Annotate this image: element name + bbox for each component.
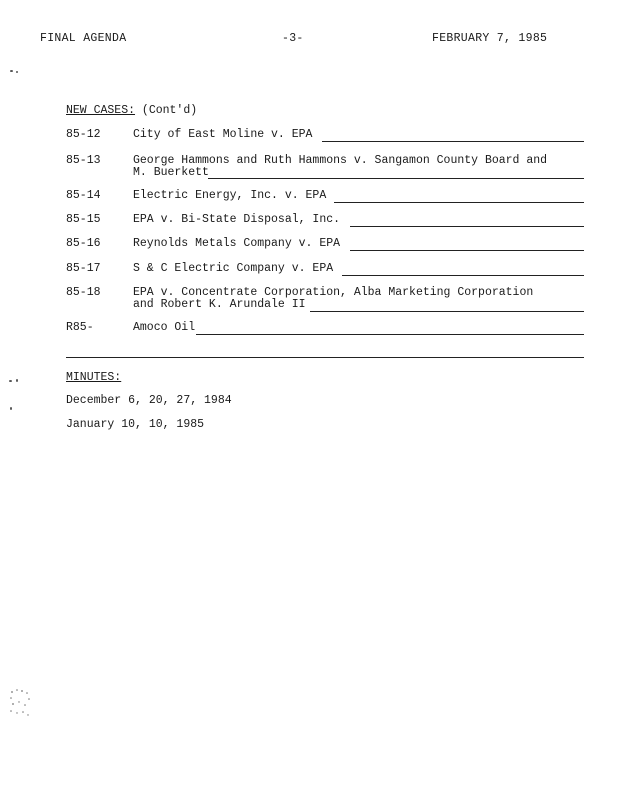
- scan-speck: [10, 407, 12, 410]
- case-title-continued: M. Buerkett: [133, 166, 209, 179]
- case-title: Amoco Oil: [133, 321, 196, 334]
- scanned-stamp-icon: [8, 688, 32, 718]
- scan-speck: [16, 71, 18, 73]
- case-title-continued: and Robert K. Arundale II: [133, 298, 306, 311]
- header-agenda-title: FINAL AGENDA: [40, 32, 127, 45]
- new-cases-title-suffix: (Cont'd): [141, 104, 198, 117]
- case-number: 85-18: [66, 286, 101, 299]
- minutes-date: December 6, 20, 27, 1984: [66, 394, 232, 407]
- case-number: 85-16: [66, 237, 101, 250]
- new-cases-title: NEW CASES:: [66, 104, 136, 117]
- minutes-date: January 10, 10, 1985: [66, 418, 205, 431]
- new-cases-heading: [66, 104, 197, 117]
- case-number: 85-14: [66, 189, 101, 202]
- signature-line: [334, 202, 584, 203]
- case-title: EPA v. Concentrate Corporation, Alba Marketing Corporation: [133, 286, 534, 299]
- case-title: Reynolds Metals Company v. EPA: [133, 237, 341, 250]
- case-number: 85-15: [66, 213, 101, 226]
- blank-signature-line: [66, 357, 584, 358]
- case-title: George Hammons and Ruth Hammons v. Sangamon County Board and: [133, 154, 548, 167]
- scan-speck: [9, 380, 12, 382]
- scan-speck: [10, 70, 13, 72]
- case-title: EPA v. Bi-State Disposal, Inc.: [133, 213, 341, 226]
- header-date: FEBRUARY 7, 1985: [432, 32, 548, 45]
- case-title: S & C Electric Company v. EPA: [133, 262, 334, 275]
- minutes-heading: MINUTES:: [66, 371, 122, 384]
- signature-line: [196, 334, 584, 335]
- case-number: 85-13: [66, 154, 101, 167]
- case-number: 85-17: [66, 262, 101, 275]
- case-title: City of East Moline v. EPA: [133, 128, 313, 141]
- signature-line: [350, 250, 584, 251]
- signature-line: [342, 275, 584, 276]
- signature-line: [208, 178, 584, 179]
- page-number: -3-: [282, 32, 304, 45]
- case-title: Electric Energy, Inc. v. EPA: [133, 189, 327, 202]
- scan-speck: [16, 379, 18, 382]
- case-number: 85-12: [66, 128, 101, 141]
- signature-line: [310, 311, 584, 312]
- signature-line: [350, 226, 584, 227]
- signature-line: [322, 141, 584, 142]
- case-number: R85-: [66, 321, 94, 334]
